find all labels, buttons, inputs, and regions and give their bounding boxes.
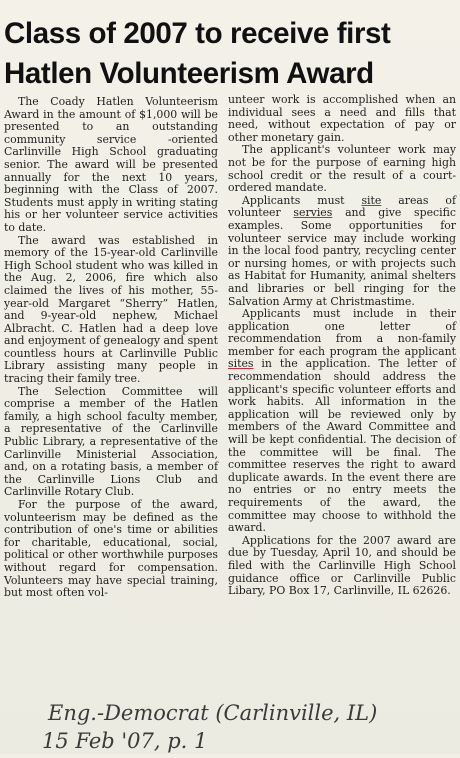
- paragraph: [228, 308, 456, 535]
- text-run: and give specific examples. Some opportunities for volunteer service may include working in the local food pantry, recycling center or nursing homes, or with projects such as Habitat for Humanity, animal shelters and libraries or bell ringing for the Salvation Army at Christmastime.: [228, 206, 456, 308]
- article-column-left: [4, 96, 218, 600]
- paragraph: [228, 195, 456, 308]
- paragraph: The Coady Hatlen Volunteerism Award in the amount of $1,000 will be presented to an outstanding community service -oriented Carlinville High School graduating senior. The award will be presented annually for the next 10 years, beginning with the Class of 2007. Students must apply in writing stating his or her volunteer service activities to date.: [4, 95, 218, 234]
- headline-line-1: Class of 2007 to receive first: [4, 17, 391, 50]
- paragraph: Applications for the 2007 award are due by Tuesday, April 10, and should be filed with the Carlinville High School guidance office or Carlinville Public Libary, PO Box 17, Carlinville, IL 62626.: [228, 533, 456, 598]
- paragraph: The applicant's volunteer work may not be for the purpose of earning high school credit or the result of a court-ordered mandate.: [228, 143, 456, 195]
- paragraph: For the purpose of the award, volunteerism may be defined as the contribution of one's time or abilities for charitable, educational, social, political or other worthwhile purposes without regard for compensation. Volunteers may have special training, but most often vol-: [4, 498, 218, 600]
- text-run: Applicants must include in their application one letter of recommendation from a non-family member for each program the applicant: [228, 307, 456, 358]
- underlined-word: sites: [228, 357, 254, 371]
- paragraph: The Selection Committee will comprise a member of the Hatlen family, a high school faculty member, a representative of the Carlinville Public Library, a representative of the Carlinville Ministerial Association, and, on a rotating basis, a member of the Carlinville Lions Club and Carlinville Rotary Club.: [4, 384, 218, 499]
- headline: [4, 14, 456, 94]
- underlined-word: servies: [293, 206, 333, 220]
- text-run: Applicants must: [242, 193, 362, 207]
- handwritten-citation: [42, 694, 452, 754]
- article-column-right: [228, 94, 456, 598]
- handwriting-svg: [42, 694, 452, 754]
- underlined-word: site: [361, 193, 382, 207]
- handwritten-line-2: 15 Feb '07, p. 1: [42, 729, 208, 753]
- text-run: areas of volunteer: [228, 193, 456, 220]
- text-run: in the application. The letter of recommendation should address the applicant's specific volunteer efforts and work habits. All information in the application will be reviewed only by members of the Award Committee and will be kept confidential. The decision of the committee will be final. The committee reserves the right to award duplicate awards. In the event there are no entries or no entry meets the requirements of the award, the committee may choose to withhold the award.: [228, 357, 456, 535]
- paragraph: unteer work is accomplished when an individual sees a need and fills that need, without expectation of pay or other monetary gain.: [228, 93, 456, 144]
- handwritten-line-1: Eng.-Democrat (Carlinville, IL): [48, 701, 378, 725]
- headline-line-2: Hatlen Volunteerism Award: [4, 57, 374, 90]
- paragraph: The award was established in memory of the 15-year-old Carlinville High School student who was killed in the Aug. 2, 2006, fire which also claimed the lives of his mother, 55-year-old Margaret “Sherry” Hatlen, and 9-year-old nephew, Michael Albracht. C. Hatlen had a deep love and enjoyment of genealogy and spent countless hours at Carlinville Public Library assisting many people in tracing their family tree.: [4, 233, 218, 386]
